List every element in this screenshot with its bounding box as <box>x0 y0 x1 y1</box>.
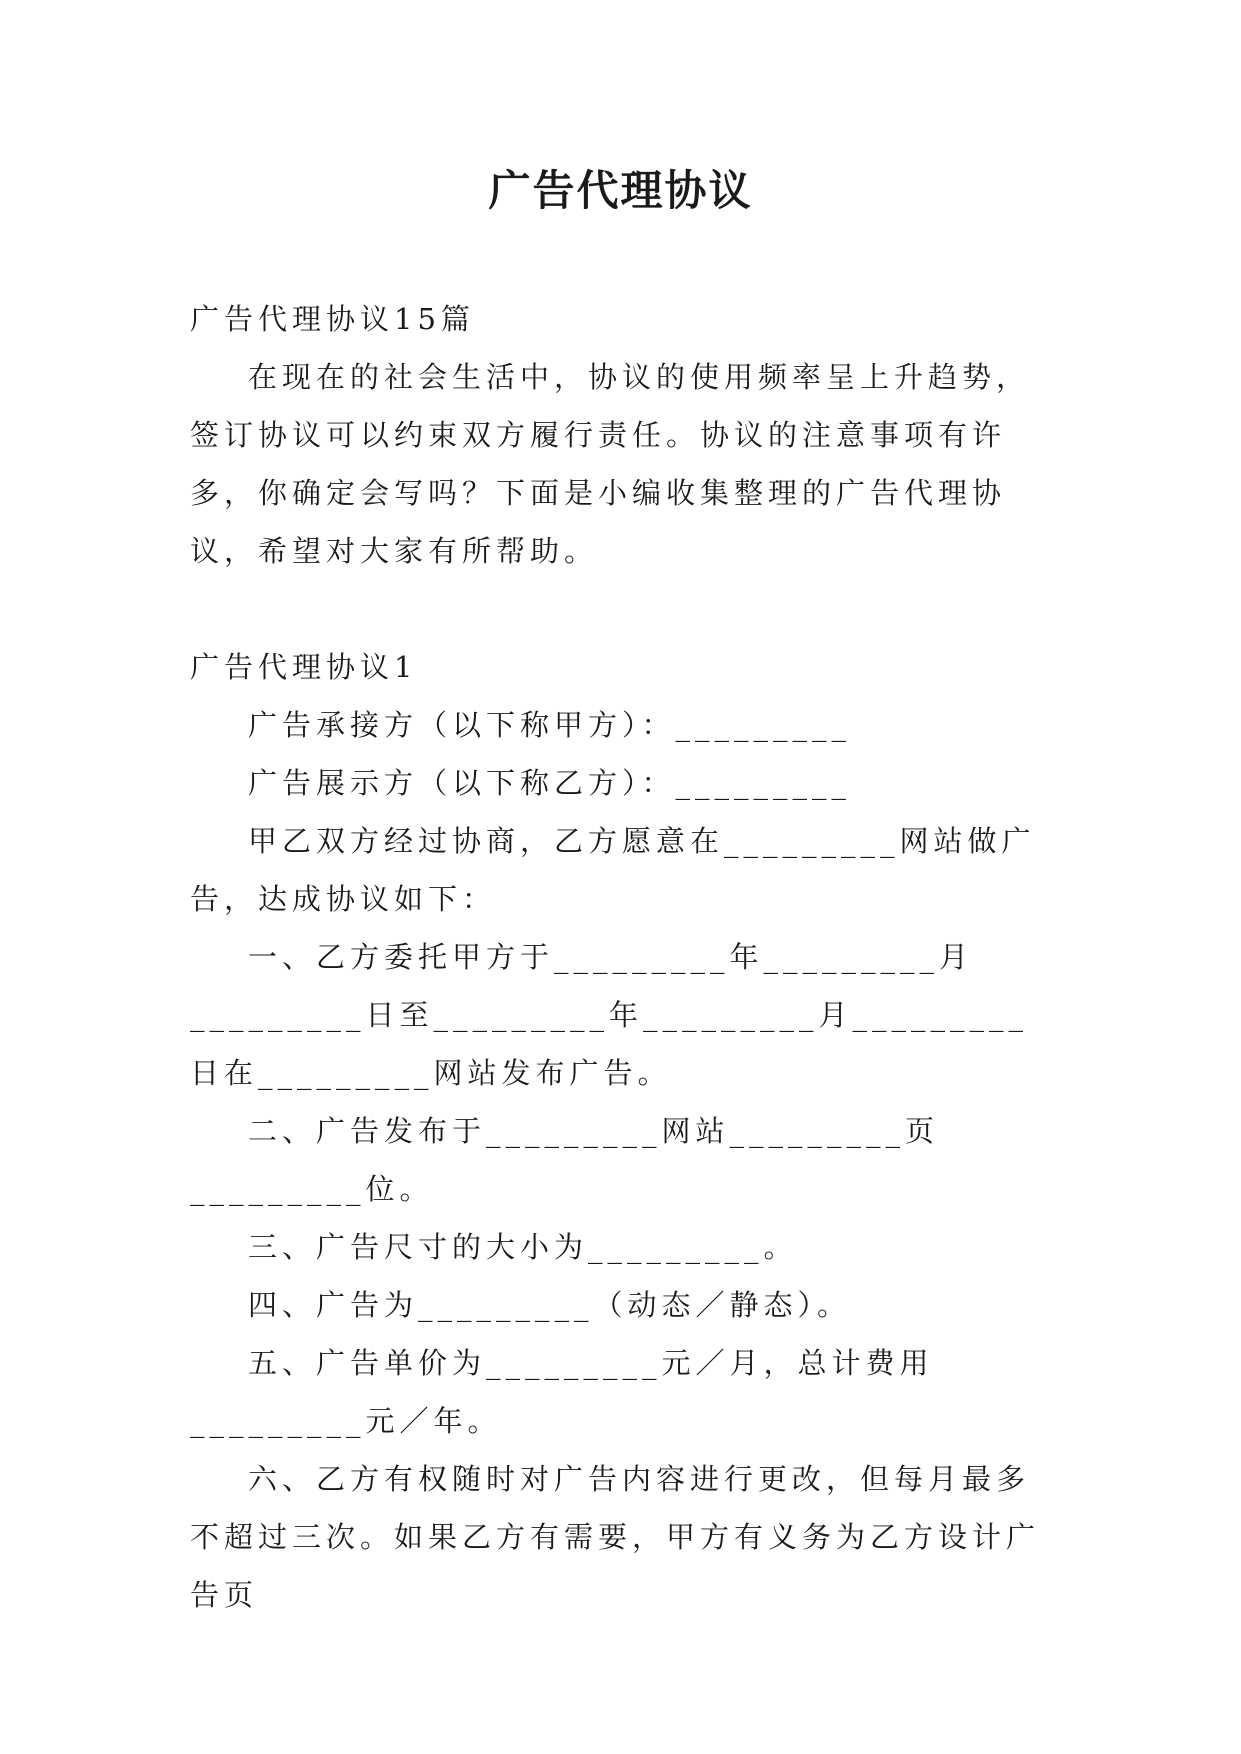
section-heading: 广告代理协议1 <box>190 650 418 684</box>
clause-1: 一、乙方委托甲方于_________年_________月_________日至_________年_________月_________日在_________网站发布广告。 <box>190 940 1029 1090</box>
clause-4: 四、广告为_________（动态／静态）。 <box>248 1288 852 1322</box>
clause-3: 三、广告尺寸的大小为_________。 <box>248 1230 798 1264</box>
preamble-paragraph: 甲乙双方经过协商，乙方愿意在_________网站做广告，达成协议如下： <box>190 824 1036 916</box>
intro-paragraph: 在现在的社会生活中，协议的使用频率呈上升趋势，签订协议可以约束双方履行责任。协议的注意事项有许多，你确定会写吗？下面是小编收集整理的广告代理协议，希望对大家有所帮助。 <box>190 360 1031 568</box>
document-title: 广告代理协议 <box>488 166 753 215</box>
party-a-line: 广告承接方（以下称甲方）：_________ <box>248 708 852 742</box>
document-subtitle: 广告代理协议15篇 <box>190 302 475 336</box>
clause-6: 六、乙方有权随时对广告内容进行更改，但每月最多不超过三次。如果乙方有需要，甲方有义务为乙方设计广告页 <box>190 1462 1041 1612</box>
clause-2: 二、广告发布于_________网站_________页_________位。 <box>190 1114 940 1206</box>
clause-5: 五、广告单价为_________元／月，总计费用_________元／年。 <box>190 1346 934 1438</box>
document-body <box>190 290 1052 1624</box>
party-b-line: 广告展示方（以下称乙方）：_________ <box>248 766 852 800</box>
